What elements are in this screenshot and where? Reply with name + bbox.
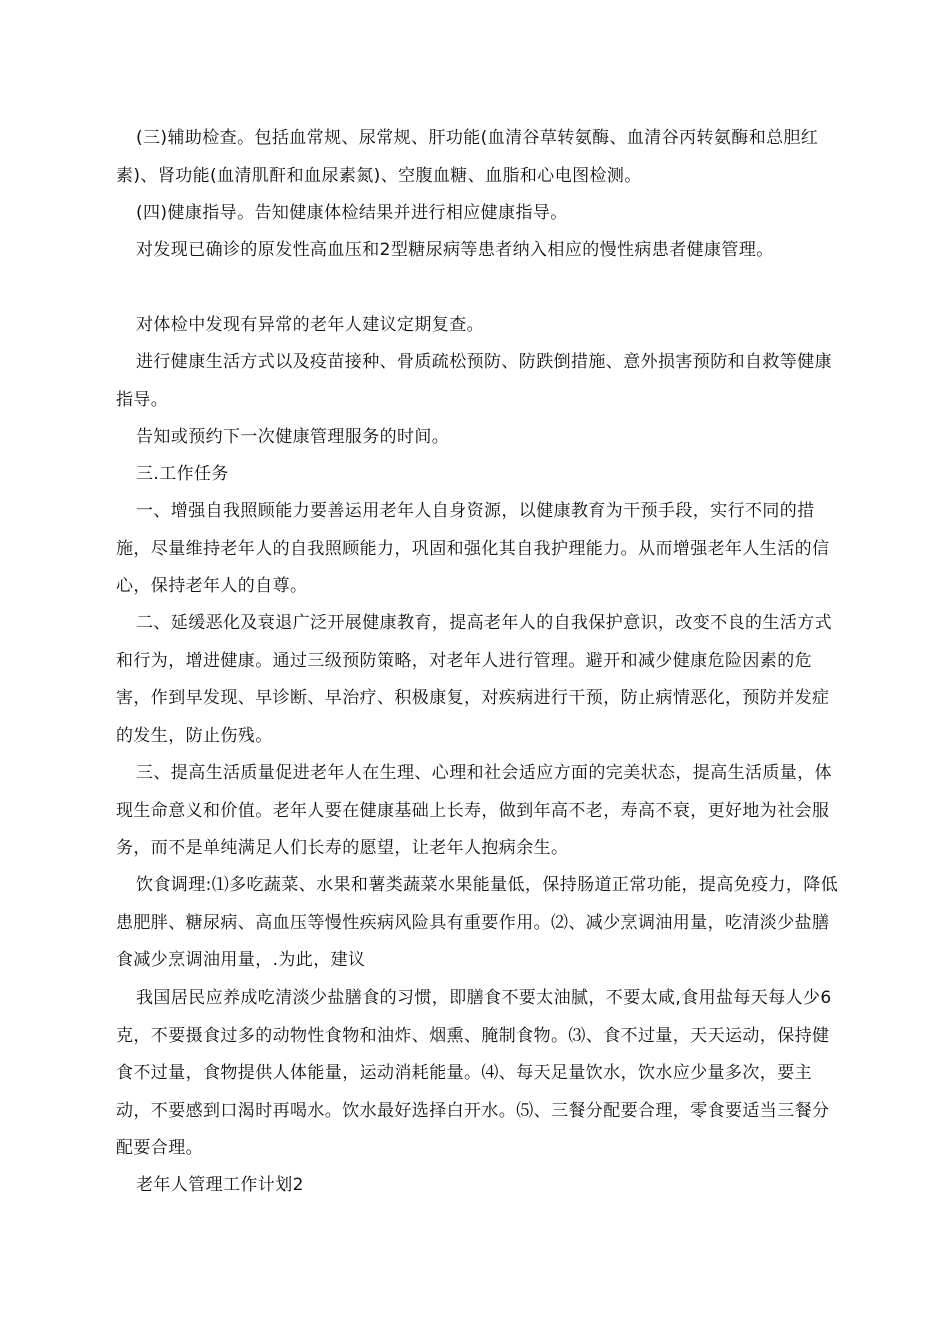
paragraph-next-appointment: 告知或预约下一次健康管理服务的时间。 xyxy=(136,427,450,447)
paragraph-lifestyle-guidance: 进行健康生活方式以及疫苗接种、骨质疏松预防、防跌倒措施、意外损害预防和自救等健康指导。 xyxy=(116,352,832,410)
paragraph-chronic-disease: 对发现已确诊的原发性高血压和2型糖尿病等患者纳入相应的慢性病患者健康管理。 xyxy=(136,240,774,260)
paragraph-health-guidance: (四)健康指导。告知健康体检结果并进行相应健康指导。 xyxy=(136,203,568,223)
section-heading-tasks: 三.工作任务 xyxy=(136,464,229,484)
paragraph-auxiliary-exam: (三)辅助检查。包括血常规、尿常规、肝功能(血清谷草转氨酶、血清谷丙转氨酶和总胆红素)、肾功能(血清肌酐和血尿素氮)、空腹血糖、血脂和心电图检测。 xyxy=(116,128,819,186)
paragraph-diet-habits: 我国居民应养成吃清淡少盐膳食的习惯，即膳食不要太油腻，不要太咸,食用盐每天每人少6克，不要摄食过多的动物性食物和油炸、烟熏、腌制食物。⑶、食不过量，天天运动，保持健食不过量，食物提供人体能量，运动消耗能量。⑷、每天足量饮水，饮水应少量多次，要主动，不要感到口渴时再喝水。饮水最好选择白开水。⑸、三餐分配要合理，零食要适当三餐分配要合理。 xyxy=(116,988,832,1158)
paragraph-task-one: 一、增强自我照顾能力要善运用老年人自身资源，以健康教育为干预手段，实行不同的措施，尽量维持老年人的自我照顾能力，巩固和强化其自我护理能力。从而增强老年人生活的信心，保持老年人的自尊。 xyxy=(116,501,830,596)
paragraph-plan-two-title: 老年人管理工作计划2 xyxy=(136,1175,304,1195)
paragraph-regular-recheck: 对体检中发现有异常的老年人建议定期复查。 xyxy=(136,315,484,335)
paragraph-diet: 饮食调理:⑴多吃蔬菜、水果和薯类蔬菜水果能量低，保持肠道正常功能，提高免疫力，降低患肥胖、糖尿病、高血压等慢性疾病风险具有重要作用。⑵、减少烹调油用量，吃清淡少盐膳食减少烹调油用量，.为此，建议 xyxy=(116,875,839,970)
paragraph-task-three: 三、提高生活质量促进老年人在生理、心理和社会适应方面的完美状态，提高生活质量，体现生命意义和价值。老年人要在健康基础上长寿，做到年高不老，寿高不衰，更好地为社会服务，而不是单纯满足人们长寿的愿望，让老年人抱病余生。 xyxy=(116,763,832,858)
paragraph-task-two: 二、延缓恶化及衰退广泛开展健康教育，提高老年人的自我保护意识，改变不良的生活方式和行为，增进健康。通过三级预防策略，对老年人进行管理。避开和减少健康危险因素的危害，作到早发现、早诊断、早治疗、积极康复，对疾病进行干预，防止病情恶化，预防并发症的发生，防止伤残。 xyxy=(116,613,832,746)
